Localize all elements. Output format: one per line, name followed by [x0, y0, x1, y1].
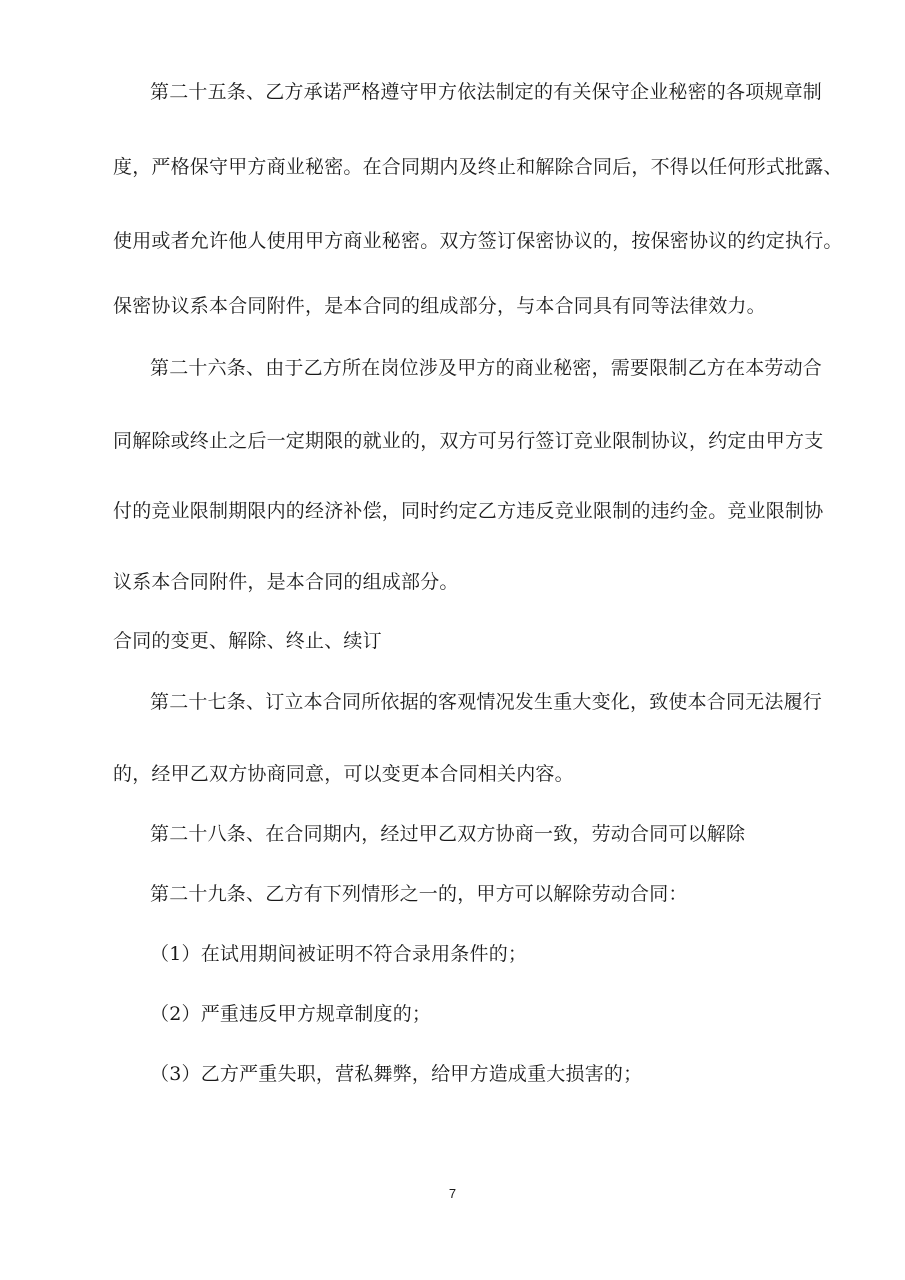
article-27-line-2: 的，经甲乙双方协商同意，可以变更本合同相关内容。 [113, 763, 574, 785]
article-25-line-2: 度，严格保守甲方商业秘密。在合同期内及终止和解除合同后，不得以任何形式批露、 [113, 156, 843, 178]
page-number: 7 [448, 1186, 457, 1201]
list-item: （2）严重违反甲方规章制度的； [150, 1003, 432, 1025]
article-27-line-1: 第二十七条、订立本合同所依据的客观情况发生重大变化，致使本合同无法履行 [150, 691, 823, 713]
list-item: （3）乙方严重失职，营私舞弊，给甲方造成重大损害的； [150, 1063, 643, 1085]
article-26-line-3: 付的竞业限制期限内的经济补偿，同时约定乙方违反竞业限制的违约金。竞业限制协 [113, 500, 824, 522]
article-26-line-4: 议系本合同附件，是本合同的组成部分。 [113, 571, 459, 593]
article-26-line-2: 同解除或终止之后一定期限的就业的，双方可另行签订竞业限制协议，约定由甲方支 [113, 430, 824, 452]
list-item: （1）在试用期间被证明不符合录用条件的； [150, 943, 528, 965]
section-heading: 合同的变更、解除、终止、续订 [113, 630, 382, 652]
article-25-line-4: 保密协议系本合同附件，是本合同的组成部分，与本合同具有同等法律效力。 [113, 295, 766, 317]
article-26-line-1: 第二十六条、由于乙方所在岗位涉及甲方的商业秘密，需要限制乙方在本劳动合 [150, 357, 823, 379]
article-25-line-1: 第二十五条、乙方承诺严格遵守甲方依法制定的有关保守企业秘密的各项规章制 [150, 81, 823, 103]
article-28: 第二十八条、在合同期内，经过甲乙双方协商一致，劳动合同可以解除 [150, 823, 746, 845]
article-25-line-3: 使用或者允许他人使用甲方商业秘密。双方签订保密协议的，按保密协议的约定执行。 [113, 230, 843, 252]
article-29: 第二十九条、乙方有下列情形之一的，甲方可以解除劳动合同： [150, 883, 688, 905]
